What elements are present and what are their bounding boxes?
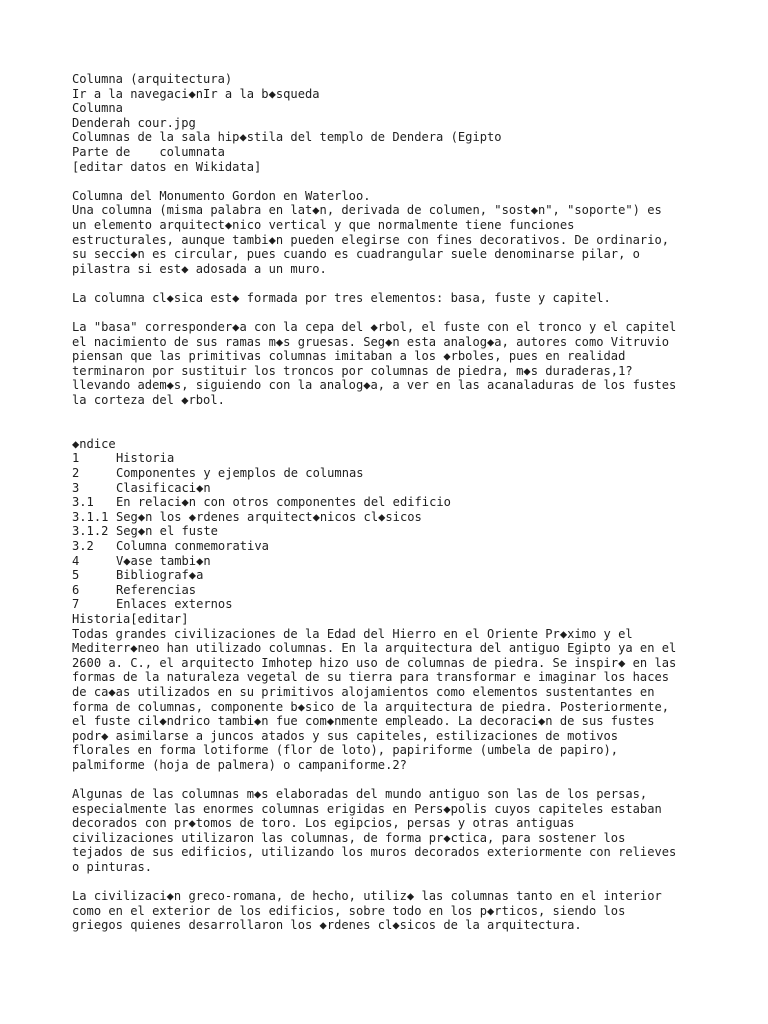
article-title: Columna (arquitectura): [72, 72, 233, 86]
toc-number: 3.2: [72, 539, 94, 553]
toc-item: [72, 539, 712, 554]
toc-label: Enlaces externos: [116, 597, 233, 612]
text-line: tejados de sus edificios, utilizando los muros decorados exteriormente con relieves: [72, 845, 677, 860]
toc-number: 4: [72, 553, 80, 568]
text-line: griegos quienes desarrollaron los ◆rdenes cl◆sicos de la arquitectura.: [72, 918, 582, 933]
toc-label: Seg◆n el fuste: [116, 524, 218, 539]
text-line: de ca◆as utilizados en su primitivos alojamientos como elementos sustentantes en: [72, 684, 655, 699]
text-line: la corteza del ◆rbol.: [72, 393, 225, 408]
toc-number: 1: [72, 451, 80, 466]
text-line: como en el exterior de los edificios, sobre todo en los p◆rticos, siendo los: [72, 903, 626, 918]
text-line: civilizaciones utilizaron las columnas, de forma pr◆ctica, para sostener los: [72, 830, 626, 845]
toc-item: [72, 495, 712, 510]
toc-item: [72, 481, 712, 496]
text-line: podr◆ asimilarse a juncos atados y sus capiteles, estilizaciones de motivos: [72, 728, 619, 743]
document-page: [72, 72, 712, 933]
text-line: Una columna (misma palabra en lat◆n, derivada de columen, "sost◆n", "soporte") es: [72, 203, 662, 218]
toc-number: 3.1.2: [72, 524, 109, 539]
classic-column-paragraph: [72, 291, 712, 306]
toc-item: [72, 554, 712, 569]
text-line: La columna cl◆sica est◆ formada por tres elementos: basa, fuste y capitel.: [72, 290, 611, 305]
toc-item: [72, 466, 712, 481]
text-line: decorados con pr◆tomos de toro. Los egipcios, persas y otras antiguas: [72, 816, 575, 831]
toc-label: Referencias: [116, 582, 197, 597]
toc-item: [72, 583, 712, 598]
text-line: estructurales, aunque tambi◆n pueden elegirse con fines decorativos. De ordinario,: [72, 232, 670, 247]
intro-paragraph: [72, 189, 712, 277]
text-line: 2600 a. C., el arquitecto Imhotep hizo uso de columnas de piedra. Se inspir◆ en las: [72, 655, 677, 670]
text-line: palmiforme (hoja de palmera) o campaniforme.2?: [72, 757, 407, 772]
section-heading: Historia[editar]: [72, 611, 189, 626]
text-line: Columna del Monumento Gordon en Waterloo.: [72, 188, 371, 203]
table-of-contents: [72, 437, 712, 612]
text-line: Todas grandes civilizaciones de la Edad del Hierro en el Oriente Pr◆ximo y el: [72, 626, 633, 641]
toc-number: 3.1.1: [72, 509, 109, 524]
toc-label: Columna conmemorativa: [116, 539, 269, 553]
navigation-links: Ir a la navegaci◆nIr a la b◆squeda: [72, 86, 320, 101]
toc-label: Historia: [116, 451, 175, 466]
text-line: La "basa" corresponder◆a con la cepa del ◆rbol, el fuste con el tronco y el capitel: [72, 320, 677, 335]
text-line: el fuste cil◆ndrico tambi◆n fue com◆nmente empleado. La decoraci◆n de sus fustes: [72, 714, 655, 729]
toc-item: [72, 451, 712, 466]
toc-number: 6: [72, 582, 80, 597]
toc-label: Bibliograf◆a: [116, 568, 204, 583]
edit-wikidata-link: [editar datos en Wikidata]: [72, 159, 262, 174]
toc-number: 2: [72, 466, 80, 481]
text-line: Mediterr◆neo han utilizado columnas. En la arquitectura del antiguo Egipto ya en el: [72, 641, 677, 656]
toc-number: 3: [72, 480, 80, 495]
toc-title: ◆ndice: [72, 436, 116, 451]
text-line: el nacimiento de sus ramas m◆s gruesas. Seg◆n esta analog◆a, autores como Vitruvio: [72, 334, 670, 349]
header-block: [72, 72, 712, 174]
toc-item: [72, 524, 712, 539]
infobox-title: Columna: [72, 101, 123, 116]
text-line: Algunas de las columnas m◆s elaboradas del mundo antiguo son las de los persas,: [72, 787, 648, 802]
text-line: llevando adem◆s, siguiendo con la analog◆a, a ver en las acanaladuras de los fustes: [72, 378, 677, 393]
toc-number: 7: [72, 597, 80, 612]
toc-number: 3.1: [72, 495, 94, 510]
toc-label: V◆ase tambi◆n: [116, 553, 211, 568]
text-line: terminaron por sustituir los troncos por columnas de piedra, m◆s duraderas,1?: [72, 363, 633, 378]
text-line: formas de la naturaleza vegetal de su tierra para transformar e imaginar los haces: [72, 670, 670, 685]
toc-label: Componentes y ejemplos de columnas: [116, 466, 364, 481]
text-line: florales en forma lotiforme (flor de loto), papiriforme (umbela de papiro),: [72, 743, 619, 758]
image-caption: Columnas de la sala hip◆stila del templo de Dendera (Egipto: [72, 130, 502, 145]
toc-label: En relaci◆n con otros componentes del edificio: [116, 495, 451, 510]
image-filename: Denderah cour.jpg: [72, 115, 196, 130]
text-line: piensan que las primitivas columnas imitaban a los ◆rboles, pues en realidad: [72, 349, 626, 364]
toc-number: 5: [72, 568, 80, 583]
toc-item: [72, 510, 712, 525]
toc-item: [72, 568, 712, 583]
text-line: un elemento arquitect◆nico vertical y que normalmente tiene funciones: [72, 217, 575, 232]
text-line: pilastra si est◆ adosada a un muro.: [72, 261, 327, 276]
text-line: o pinturas.: [72, 860, 153, 875]
text-line: La civilizaci◆n greco-romana, de hecho, utiliz◆ las columnas tanto en el interior: [72, 889, 662, 904]
text-line: especialmente las enormes columnas erigidas en Pers◆polis cuyos capiteles estaban: [72, 801, 662, 816]
text-line: su secci◆n es circular, pues cuando es cuadrangular suele denominarse pilar, o: [72, 247, 640, 262]
toc-item: [72, 597, 712, 612]
toc-label: Clasificaci◆n: [116, 480, 211, 495]
basa-paragraph: [72, 320, 712, 408]
text-line: forma de columnas, componente b◆sico de la arquitectura de piedra. Posteriormente,: [72, 699, 670, 714]
toc-label: Seg◆n los ◆rdenes arquitect◆nicos cl◆sicos: [116, 509, 422, 524]
historia-section: [72, 612, 712, 933]
part-of-row: Parte de columnata: [72, 144, 225, 159]
